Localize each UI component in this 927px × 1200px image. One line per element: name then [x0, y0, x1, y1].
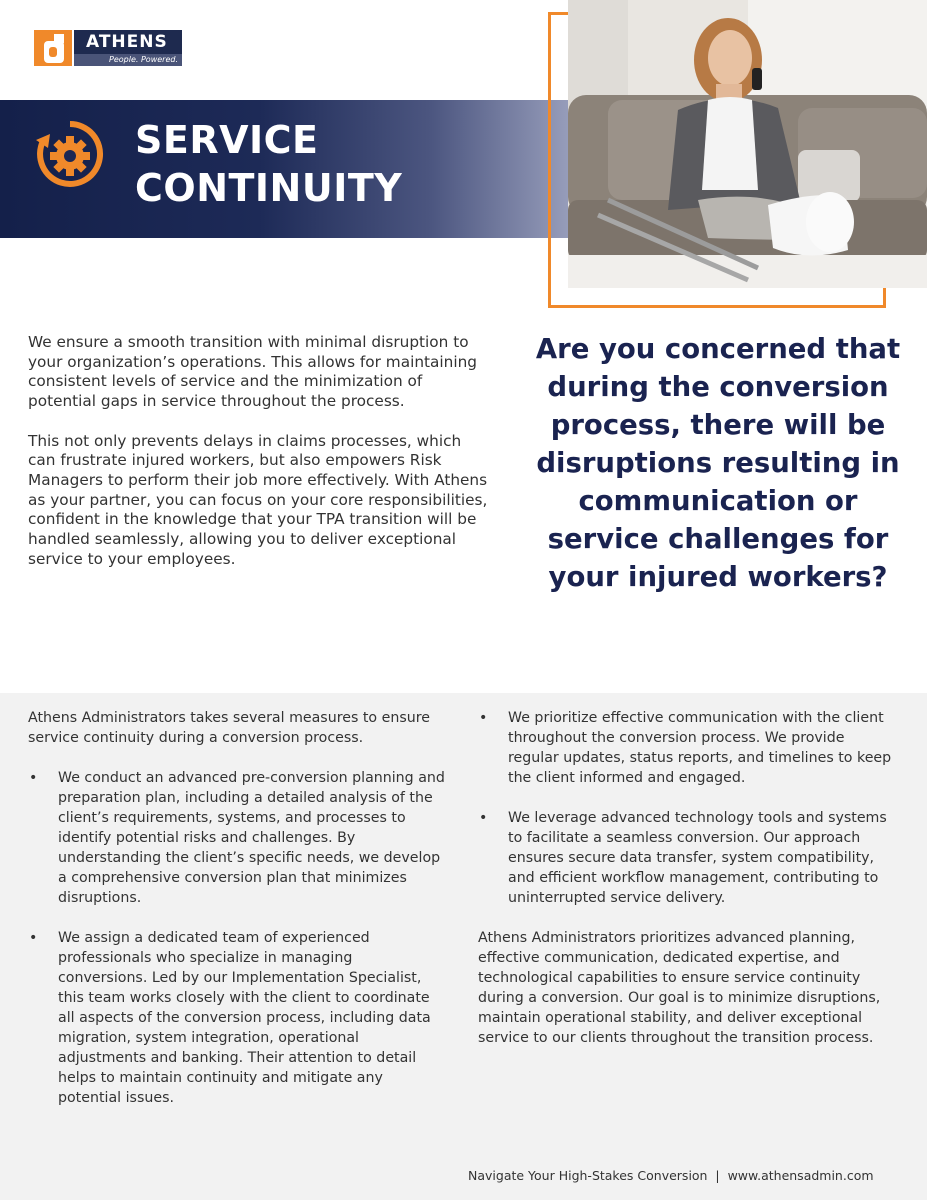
list-item — [28, 768, 446, 908]
list-item — [28, 928, 446, 1108]
title-line-1: SERVICE — [135, 118, 319, 162]
bullet-icon: • — [29, 770, 38, 786]
intro-paragraph-1: We ensure a smooth transition with minimal disruption to your organization’s operations. This allows for maintaining consistent levels of service and the minimization of potential gaps in service throughout the process. — [28, 333, 477, 411]
title-line-2: CONTINUITY — [135, 166, 403, 210]
intro-text — [28, 333, 493, 589]
measures-lead: Athens Administrators takes several measures to ensure service continuity during a conversion process. — [28, 710, 430, 746]
list-item — [478, 808, 898, 908]
bullet-text: We prioritize effective communication with the client throughout the conversion process. We provide regular updates, status reports, and timelines to keep the client informed and engaged. — [508, 710, 892, 786]
list-item — [478, 708, 898, 788]
logo-mark — [34, 30, 72, 66]
logo-wordmark: ATHENS — [74, 30, 182, 54]
logo-a-icon — [34, 30, 72, 66]
athens-logo[interactable] — [34, 30, 182, 66]
bullet-text: We assign a dedicated team of experienced professionals who specialize in managing conversions. Led by our Implementation Specialist, this team works closely with the client to coordinate all aspects of the conversion process, including data migration, system integration, operational adjustments and banking. Their attention to detail helps to maintain continuity and mitigate any potential issues. — [58, 930, 431, 1106]
measures-column-left — [28, 708, 446, 1128]
bullet-text: We conduct an advanced pre-conversion planning and preparation plan, including a detailed analysis of the client’s requirements, systems, and processes to identify potential risks and challenges. By understanding the client’s specific needs, we develop a comprehensive conversion plan that minimizes disruptions. — [58, 770, 445, 906]
bullet-text: We leverage advanced technology tools and systems to facilitate a seamless conversion. Our approach ensures secure data transfer, system compatibility, and efficient workflow management, contributing to uninterrupted service delivery. — [508, 810, 887, 906]
callout-question: Are you concerned that during the conversion process, there will be disruptions resulting in communication or service challenges for your injured workers? — [535, 333, 901, 593]
bullet-icon: • — [479, 810, 488, 826]
footer: Navigate Your High-Stakes Conversion | www.athensadmin.com — [468, 1168, 874, 1183]
title-banner — [0, 100, 575, 238]
gear-with-circular-arrow-icon — [34, 118, 106, 190]
bullet-icon: • — [29, 930, 38, 946]
woman-on-phone-with-leg-cast-photo — [568, 0, 927, 288]
page-title — [135, 116, 402, 212]
bullet-icon: • — [479, 710, 488, 726]
measures-closing: Athens Administrators prioritizes advanced planning, effective communication, dedicated expertise, and technological capabilities to ensure service continuity during a conversion. Our goal is to minimize disruptions, maintain operational stability, and deliver exceptional service to our clients throughout the transition process. — [478, 930, 881, 1046]
measures-column-right — [478, 708, 898, 1068]
intro-paragraph-2: This not only prevents delays in claims processes, which can frustrate injured workers, but also empowers Risk Managers to perform their job more effectively. With Athens as your partner, you can focus on your core responsibilities, confident in the knowledge that your TPA transition will be handled seamlessly, allowing you to deliver exceptional service to your employees. — [28, 431, 488, 568]
logo-tagline: People. Powered. — [74, 54, 182, 66]
